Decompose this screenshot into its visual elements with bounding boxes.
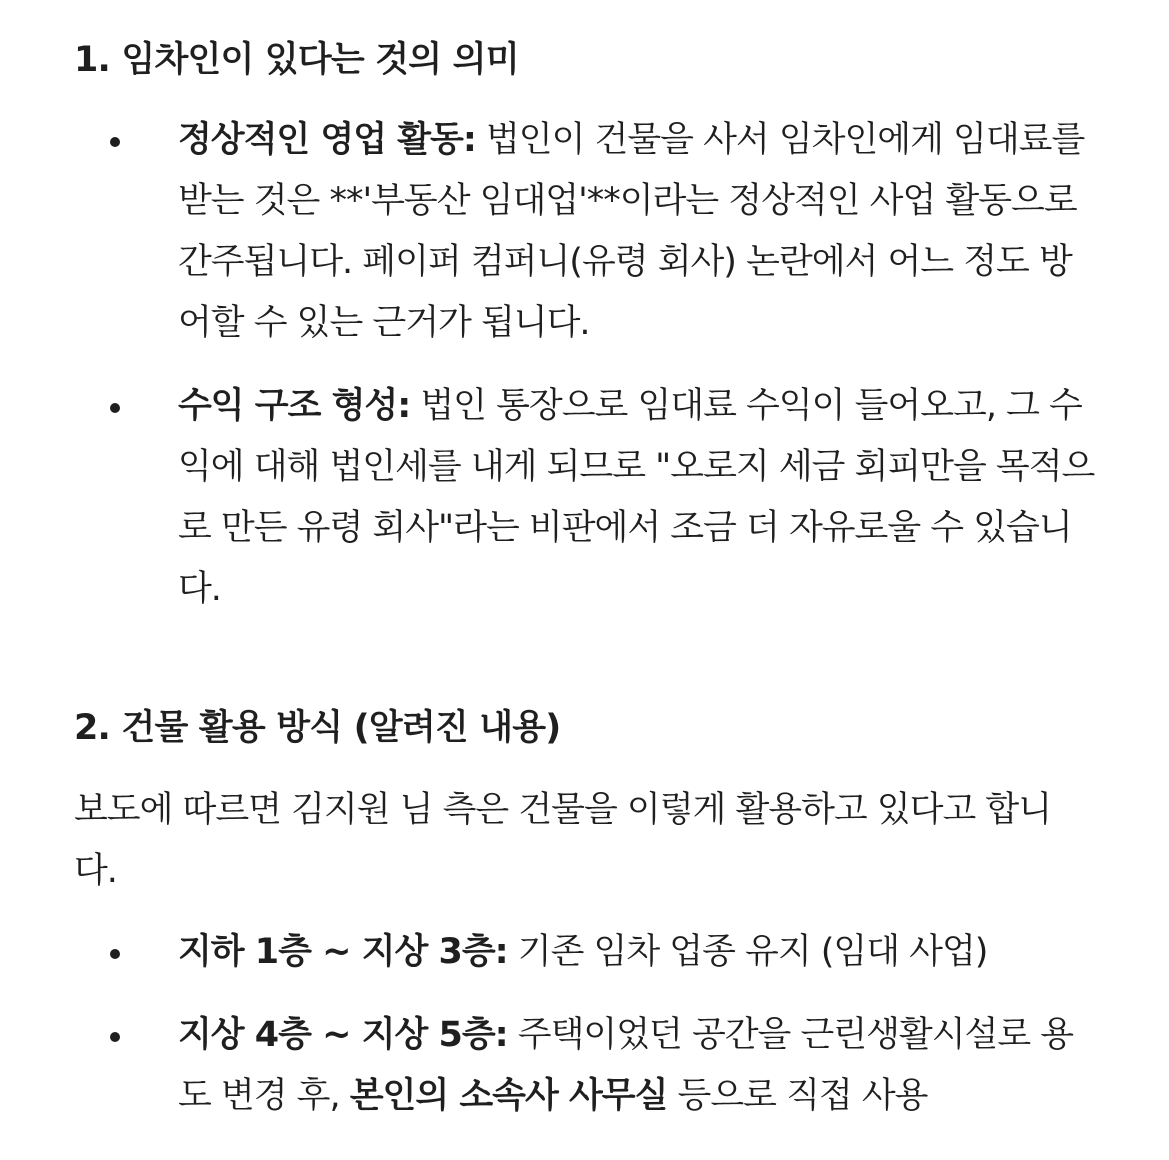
- bullet-dot-icon: [110, 137, 120, 147]
- item-title: 지상 4층 ~ 지상 5층:: [178, 1015, 508, 1055]
- list-item: [74, 1005, 1104, 1127]
- bullet-dot-icon: [110, 949, 120, 959]
- item-text: 기존 임차 업종 유지 (임대 사업): [507, 932, 988, 972]
- list-item: [74, 110, 1104, 354]
- bullet-list-1: [74, 110, 1104, 620]
- item-title: 수익 구조 형성:: [178, 386, 411, 426]
- item-title: 정상적인 영업 활동:: [178, 120, 476, 160]
- bullet-list-2: [74, 922, 1104, 1127]
- item-text: 주택이었던 공간을 근린생활시설로 용도 변경 후,: [178, 1015, 1074, 1116]
- item-text: 법인이 건물을 사서 임차인에게 임대료를 받는 것은 **'부동산 임대업'**이라는 정상적인 사업 활동으로 간주됩니다. 페이퍼 컴퍼니(유령 회사) 논란에서 어느 정도 방어할 수 있는 근거가 됩니다.: [178, 120, 1085, 343]
- section-heading-2: 2. 건물 활용 방식 (알려진 내용): [74, 708, 561, 748]
- bullet-dot-icon: [110, 403, 120, 413]
- item-emphasis: 본인의 소속사 사무실: [349, 1076, 668, 1116]
- item-text: 법인 통장으로 임대료 수익이 들어오고, 그 수익에 대해 법인세를 내게 되므로 "오로지 세금 회피만을 목적으로 만든 유령 회사"라는 비판에서 조금 더 자유로울 수 있습니다.: [178, 386, 1095, 609]
- intro-paragraph: 보도에 따르면 김지원 님 측은 건물을 이렇게 활용하고 있다고 합니다.: [74, 790, 1052, 891]
- list-item: [74, 376, 1104, 620]
- section-heading-1: 1. 임차인이 있다는 것의 의미: [74, 40, 519, 80]
- bullet-dot-icon: [110, 1032, 120, 1042]
- list-item: [74, 922, 1104, 983]
- item-text: 등으로 직접 사용: [667, 1076, 928, 1116]
- item-title: 지하 1층 ~ 지상 3층:: [178, 932, 508, 972]
